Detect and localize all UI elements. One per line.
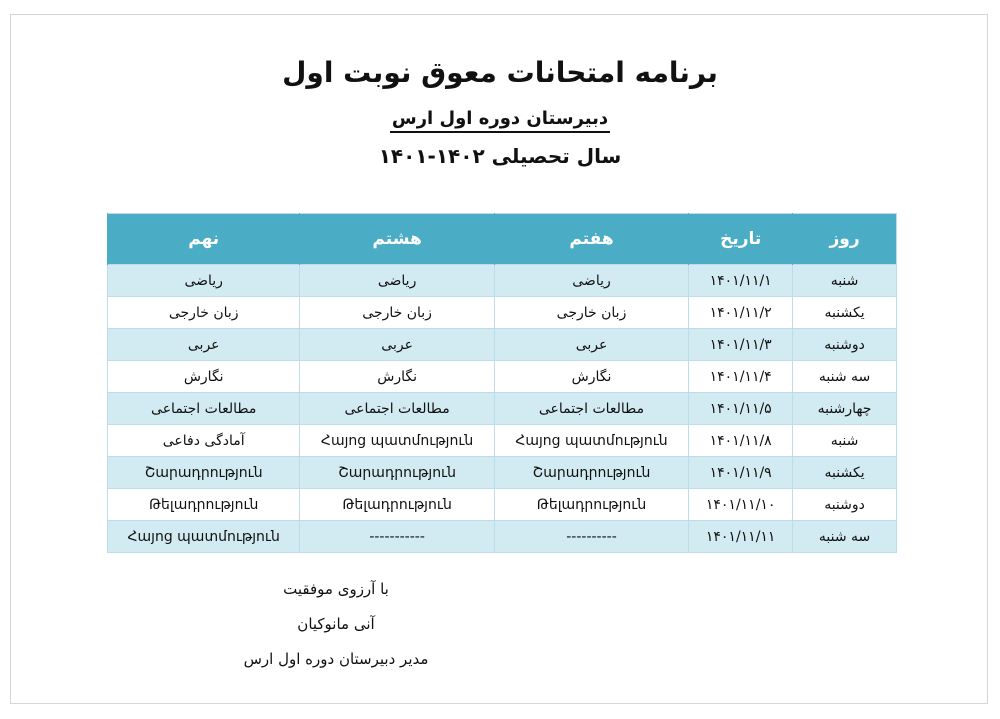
cell-grade-9: عربی [108,329,300,361]
cell-date: ۱۴۰۱/۱۱/۱۰ [689,489,793,521]
table-row [108,457,897,489]
cell-grade-8: Շարադրություն [300,457,494,489]
cell-grade-7: مطالعات اجتماعی [494,393,688,425]
header-date: تاریخ [689,214,793,265]
cell-date: ۱۴۰۱/۱۱/۲ [689,297,793,329]
cell-grade-7: نگارش [494,361,688,393]
cell-grade-7: Թելադրություն [494,489,688,521]
cell-grade-9: مطالعات اجتماعی [108,393,300,425]
cell-grade-9: نگارش [108,361,300,393]
cell-grade-9: زبان خارجی [108,297,300,329]
header-grade-9: نهم [108,214,300,265]
cell-grade-7: ریاضی [494,265,688,297]
cell-day: سه شنبه [793,361,897,393]
header-day: روز [793,214,897,265]
cell-date: ۱۴۰۱/۱۱/۵ [689,393,793,425]
cell-grade-8: ریاضی [300,265,494,297]
cell-grade-9: آمادگی دفاعی [108,425,300,457]
academic-year: سال تحصیلی ۱۴۰۲-۱۴۰۱ [378,144,622,168]
closing-wish: با آرزوی موفقیت [283,580,389,598]
cell-day: سه شنبه [793,521,897,553]
cell-grade-7: عربی [494,329,688,361]
principal-role: مدیر دبیرستان دوره اول ارس [243,650,429,668]
exam-schedule-table [107,213,897,553]
cell-day: دوشنبه [793,329,897,361]
cell-date: ۱۴۰۱/۱۱/۱ [689,265,793,297]
cell-grade-9: Թելադրություն [108,489,300,521]
school-name [0,108,1000,129]
cell-grade-8: عربی [300,329,494,361]
school-name-text: دبیرستان دوره اول ارس [390,108,610,133]
cell-grade-7: زبان خارجی [494,297,688,329]
cell-date: ۱۴۰۱/۱۱/۹ [689,457,793,489]
table-row [108,425,897,457]
table-row [108,329,897,361]
cell-date: ۱۴۰۱/۱۱/۳ [689,329,793,361]
table-row [108,393,897,425]
cell-day: شنبه [793,425,897,457]
header-grade-8: هشتم [300,214,494,265]
cell-date: ۱۴۰۱/۱۱/۴ [689,361,793,393]
cell-grade-8: نگارش [300,361,494,393]
table-header-row [108,214,897,265]
cell-grade-8: Թելադրություն [300,489,494,521]
cell-grade-8: مطالعات اجتماعی [300,393,494,425]
cell-grade-9: Հայոց պատմություն [108,521,300,553]
cell-day: دوشنبه [793,489,897,521]
cell-grade-7: Շարադրություն [494,457,688,489]
cell-day: شنبه [793,265,897,297]
table-row [108,297,897,329]
cell-date: ۱۴۰۱/۱۱/۱۱ [689,521,793,553]
table-row [108,361,897,393]
cell-grade-7: ---------- [494,521,688,553]
cell-day: یکشنبه [793,457,897,489]
cell-grade-9: ریاضی [108,265,300,297]
cell-date: ۱۴۰۱/۱۱/۸ [689,425,793,457]
cell-grade-8: زبان خارجی [300,297,494,329]
cell-day: یکشنبه [793,297,897,329]
cell-grade-9: Շարադրություն [108,457,300,489]
table-row [108,265,897,297]
table-row [108,489,897,521]
principal-name: آنی مانوکیان [297,615,375,633]
cell-day: چهارشنبه [793,393,897,425]
table-row [108,521,897,553]
cell-grade-7: Հայոց պատմություն [494,425,688,457]
cell-grade-8: ----------- [300,521,494,553]
page-title: برنامه امتحانات معوق نوبت اول [282,56,718,89]
header-grade-7: هفتم [494,214,688,265]
cell-grade-8: Հայոց պատմություն [300,425,494,457]
